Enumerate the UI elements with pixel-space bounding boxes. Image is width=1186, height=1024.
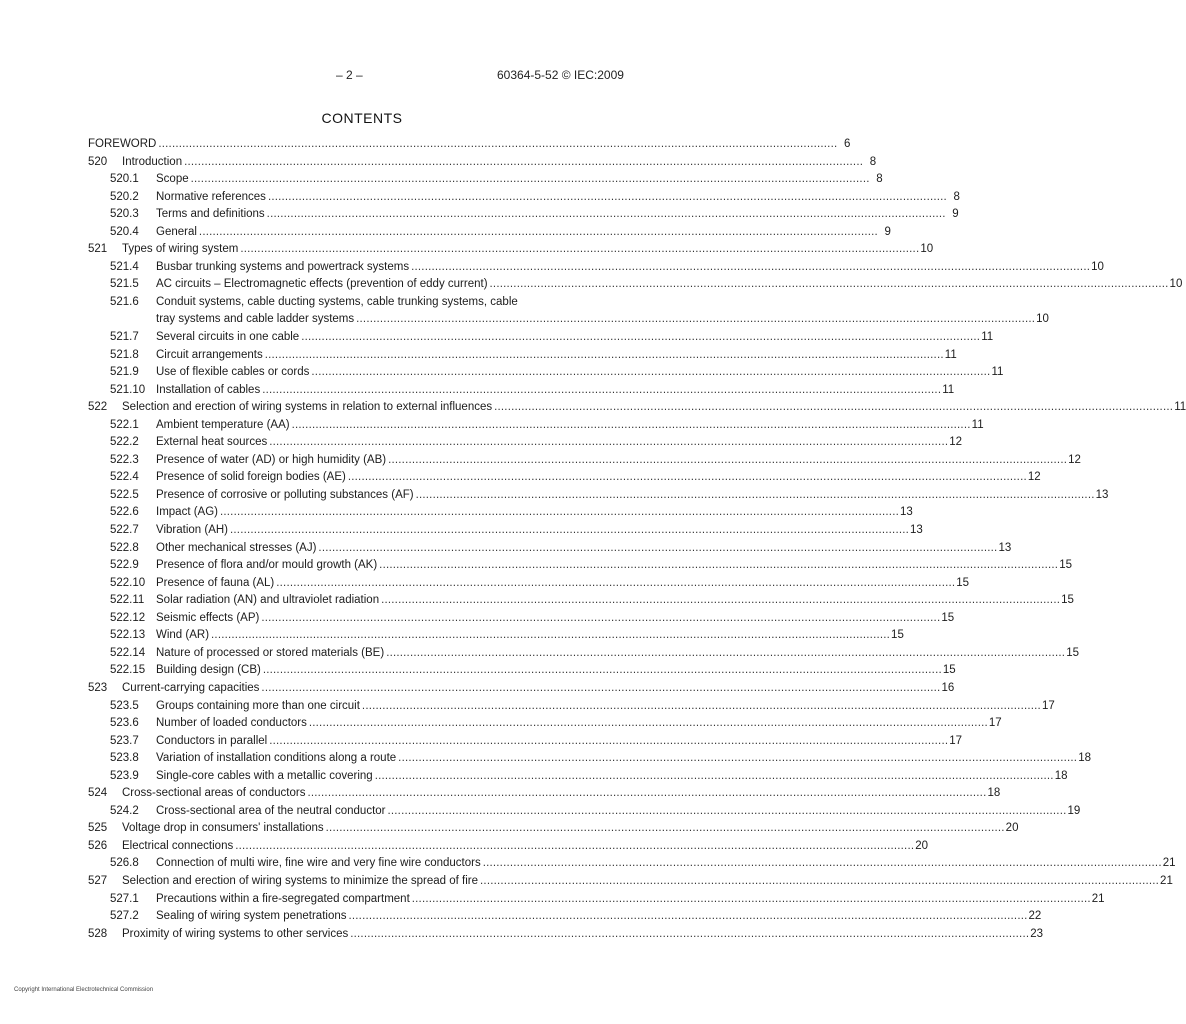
toc-entry-page: 22 [1028,910,1042,923]
toc-entry-number: 522.14 [110,646,146,659]
toc-entry[interactable] [88,610,955,628]
toc-entry-page: 13 [998,541,1012,554]
toc-entry-number: 525 [88,822,108,835]
toc-entry-title: Terms and definitions [156,208,265,221]
toc-entry-title: Selection and erection of wiring systems in relation to external influences [122,401,493,414]
toc-entry-page: 11 [942,383,955,396]
toc-entry[interactable] [88,785,1001,803]
toc-entry-title: Nature of processed or stored materials (BE) [156,646,385,659]
toc-entry[interactable] [88,259,1104,277]
toc-entry-title: Seismic effects (AP) [156,611,260,624]
toc-entry-page: 12 [949,436,963,449]
toc-entry-page: 17 [949,734,963,747]
toc-entry-number: 527.1 [110,892,139,905]
toc-leader-dots [301,329,980,347]
toc-entry[interactable] [88,698,1055,716]
toc-leader-dots [398,750,1077,768]
toc-entry-page: 21 [1160,874,1173,887]
toc-entry-title: Conduit systems, cable ducting systems, cable trunking systems, cable [156,295,518,308]
toc-entry[interactable] [88,136,851,154]
toc-entry-page: 10 [1169,278,1183,291]
toc-entry-page: 10 [1036,313,1049,326]
toc-entry-number: 527 [88,874,108,887]
toc-entry[interactable] [88,838,929,856]
toc-entry[interactable] [88,715,1002,733]
toc-entry-title: Proximity of wiring systems to other services [122,927,349,940]
toc-entry-title: Current-carrying capacities [122,681,260,694]
toc-entry[interactable] [88,399,1186,417]
toc-entry-page: 15 [942,664,956,677]
toc-leader-dots [269,733,948,751]
toc-entry[interactable] [88,154,877,172]
toc-entry[interactable] [88,820,1019,838]
toc-entry-title: Groups containing more than one circuit [156,699,360,712]
toc-entry-title: Impact (AG) [156,506,218,519]
toc-entry[interactable] [88,575,970,593]
toc-entry-page: 21 [1162,857,1176,870]
toc-entry[interactable] [88,189,960,207]
toc-leader-dots [268,189,947,207]
toc-entry-number: 524 [88,787,108,800]
toc-entry-page: 10 [1091,260,1104,273]
toc-entry-title: Circuit arrangements [156,348,263,361]
toc-entry[interactable] [88,417,984,435]
toc-entry-number: 522.11 [110,594,145,607]
toc-leader-dots [240,241,919,259]
toc-leader-dots [235,838,914,856]
toc-leader-dots [261,680,940,698]
toc-entry-page: 11 [981,331,994,344]
toc-entry-title: Solar radiation (AN) and ultraviolet radiation [156,594,380,607]
toc-entry[interactable] [88,768,1068,786]
toc-entry-title: Presence of solid foreign bodies (AE) [156,471,346,484]
toc-entry-number: 522.1 [110,418,139,431]
toc-entry[interactable] [88,645,1079,663]
toc-entry-page: 18 [1054,769,1068,782]
toc-entry-number: 522.7 [110,524,139,537]
toc-entry-number: 522.6 [110,506,139,519]
toc-entry[interactable] [88,452,1081,470]
toc-entry[interactable] [88,206,959,224]
toc-entry[interactable] [88,364,1004,382]
toc-entry-number: 522.8 [110,541,139,554]
toc-entry-page: 12 [1068,453,1081,466]
toc-entry-title: Busbar trunking systems and powertrack systems [156,260,410,273]
toc-entry-page: 11 [971,418,984,431]
toc-leader-dots [276,575,955,593]
toc-entry[interactable] [88,329,994,347]
toc-entry-page: 23 [1030,927,1044,940]
toc-entry-title: AC circuits – Electromagnetic effects (prevention of eddy current) [156,278,488,291]
toc-entry-page: 15 [941,611,955,624]
toc-entry-number: 521.6 [110,295,139,308]
toc-leader-dots [269,434,948,452]
toc-entry-number: 522.9 [110,559,139,572]
toc-leader-dots [267,206,946,224]
toc-entry-number: 521.10 [110,383,146,396]
toc-entry-page: 16 [941,681,955,694]
toc-entry-page: 15 [1066,646,1079,659]
toc-leader-dots [191,171,870,189]
toc-leader-dots [211,627,890,645]
toc-leader-dots [184,154,863,172]
toc-entry[interactable] [88,592,1074,610]
toc-entry-number: 522.3 [110,453,139,466]
toc-entry-title: Building design (CB) [156,664,261,677]
toc-entry[interactable] [88,382,955,400]
toc-leader-dots [388,452,1067,470]
toc-entry-page: 18 [987,787,1001,800]
toc-entry-page: 15 [1061,594,1074,607]
toc-leader-dots [350,926,1029,944]
toc-leader-dots [362,698,1041,716]
toc-entry-number: 521.5 [110,278,139,291]
toc-entry[interactable] [88,347,957,365]
toc-entry-title: Presence of corrosive or polluting substances (AF) [156,488,414,501]
toc-entry-page: 17 [988,717,1002,730]
toc-entry-number: 521.7 [110,331,139,344]
toc-entry[interactable] [88,434,963,452]
toc-entry[interactable] [88,469,1041,487]
toc-entry-page: 15 [956,576,970,589]
toc-entry-title: Installation of cables [156,383,261,396]
toc-entry-page: 15 [891,629,904,642]
toc-entry-number: 520.4 [110,225,139,238]
toc-entry-number: 521 [88,243,108,256]
toc-leader-dots [483,855,1162,873]
toc-entry[interactable] [88,891,1105,909]
contents-title: CONTENTS [321,110,403,126]
toc-entry-page: 8 [953,190,960,203]
toc-entry-page: 17 [1041,699,1055,712]
toc-entry-number: 528 [88,927,108,940]
toc-leader-dots [311,364,990,382]
toc-entry[interactable] [88,855,1176,873]
toc-entry[interactable] [88,803,1081,821]
toc-entry-page: 15 [1059,559,1072,572]
toc-entry-title: Sealing of wiring system penetrations [156,910,347,923]
toc-entry-title: Single-core cables with a metallic covering [156,769,373,782]
toc-leader-dots [387,803,1066,821]
toc-entry-number: 522.4 [110,471,139,484]
toc-entry-page: 20 [1005,822,1019,835]
toc-entry[interactable] [88,926,1044,944]
toc-entry-page: 11 [944,348,957,361]
toc-leader-dots [490,276,1169,294]
toc-entry[interactable] [88,680,955,698]
toc-entry-number: 521.9 [110,366,139,379]
toc-entry-page: 19 [1067,804,1081,817]
toc-entry[interactable] [88,540,1012,558]
toc-leader-dots [262,382,941,400]
toc-entry-title: Types of wiring system [122,243,239,256]
toc-entry-number: 522.10 [110,576,146,589]
toc-entry-title: Precautions within a fire-segregated compartment [156,892,410,905]
toc-entry-page: 6 [843,138,851,150]
toc-entry-title: Several circuits in one cable [156,331,300,344]
toc-entry-number: 523 [88,681,108,694]
toc-leader-dots [307,785,986,803]
toc-entry-number: 523.5 [110,699,139,712]
toc-entry-page: 13 [1095,488,1109,501]
toc-entry-page: 9 [884,225,891,238]
toc-entry-page: 8 [869,155,877,168]
toc-leader-dots [309,715,988,733]
toc-entry[interactable] [88,627,904,645]
toc-entry-title: Presence of water (AD) or high humidity (AB) [156,453,387,466]
toc-entry-page: 12 [1027,471,1041,484]
toc-entry-title-continued: tray systems and cable ladder systems [156,313,355,326]
toc-entry-number: 523.9 [110,769,139,782]
toc-entry-page: 8 [876,173,883,186]
toc-entry-number: 523.6 [110,717,139,730]
toc-leader-dots [379,557,1058,575]
toc-leader-dots [416,487,1095,505]
toc-entry-page: 13 [910,524,923,537]
toc-entry-title: Other mechanical stresses (AJ) [156,541,317,554]
toc-leader-dots [230,522,909,540]
toc-entry-number: 522.2 [110,436,139,449]
toc-entry-page: 21 [1091,892,1105,905]
toc-entry-number: 520.3 [110,208,139,221]
toc-leader-dots [375,768,1054,786]
toc-entry[interactable] [88,522,923,540]
toc-leader-dots [494,399,1173,417]
toc-entry-title: External heat sources [156,436,268,449]
toc-entry-number: 520.1 [110,173,139,186]
toc-entry-title: Conductors in parallel [156,734,268,747]
toc-entry-number: 526 [88,839,108,852]
toc-entry-number: 522.5 [110,488,139,501]
toc-leader-dots [265,347,944,365]
toc-entry-page: 18 [1078,752,1091,765]
toc-entry[interactable] [88,276,1183,294]
toc-entry-title: Introduction [122,155,183,168]
toc-entry-number: 526.8 [110,857,139,870]
toc-entry-page: 9 [952,208,959,221]
toc-entry-title: Connection of multi wire, fine wire and very fine wire conductors [156,857,481,870]
toc-entry-title: Wind (AR) [156,629,210,642]
toc-entry-number: 520 [88,155,108,168]
toc-entry-title: Variation of installation conditions along a route [156,752,397,765]
toc-entry-title: Cross-sectional area of the neutral conductor [156,804,386,817]
toc-entry-page: 11 [991,366,1004,379]
toc-entry[interactable] [88,873,1173,891]
toc-entry-number: 521.4 [110,260,139,273]
toc-entry-number: 522 [88,401,108,414]
toc-entry[interactable] [88,750,1091,768]
toc-leader-dots [349,908,1028,926]
toc-entry-page: 11 [1174,401,1186,414]
toc-entry-title: Scope [156,173,189,186]
toc-leader-dots [386,645,1065,663]
toc-entry-title: Number of loaded conductors [156,717,307,730]
toc-entry-number: 521.8 [110,348,139,361]
toc-leader-dots [220,504,899,522]
toc-entry-number: 523.7 [110,734,139,747]
toc-entry-page: 10 [920,243,934,256]
toc-entry-title: General [156,225,197,238]
toc-entry-title: FOREWORD [88,138,157,150]
toc-entry-title: Vibration (AH) [156,524,229,537]
toc-entry-title: Presence of flora and/or mould growth (AK) [156,559,378,572]
toc-entry[interactable] [88,487,1109,505]
toc-entry-title: Normative references [156,190,266,203]
toc-leader-dots [381,592,1060,610]
toc-entry-number: 523.8 [110,752,139,765]
toc-leader-dots [356,311,1035,329]
toc-entry[interactable] [88,504,913,522]
toc-entry[interactable] [88,171,883,189]
toc-entry[interactable] [88,224,891,242]
toc-entry[interactable] [88,733,963,751]
toc-leader-dots [261,610,940,628]
toc-entry-number: 527.2 [110,910,139,923]
toc-entry-page: 20 [915,839,929,852]
toc-entry-number: 520.2 [110,190,139,203]
toc-leader-dots [318,540,997,558]
toc-entry[interactable] [88,241,934,259]
toc-entry-title: Use of flexible cables or cords [156,366,310,379]
toc-entry-title: Voltage drop in consumers' installations [122,822,324,835]
copyright-notice: Copyright International Electrotechnical Commission [14,987,154,993]
toc-entry[interactable] [88,908,1042,926]
standard-reference: 60364-5-52 © IEC:2009 [497,68,624,82]
toc-entry-number: 522.12 [110,611,146,624]
table-of-contents [88,136,1186,943]
toc-leader-dots [199,224,878,242]
toc-leader-dots [412,891,1091,909]
toc-entry-title: Cross-sectional areas of conductors [122,787,306,800]
toc-leader-dots [158,136,837,154]
toc-entry-number: 522.15 [110,664,146,677]
toc-entry[interactable] [88,557,1072,575]
toc-leader-dots [348,469,1027,487]
toc-entry[interactable] [88,662,956,680]
toc-entry-title: Electrical connections [122,839,234,852]
toc-entry-number: 522.13 [110,629,146,642]
toc-leader-dots [480,873,1159,891]
toc-entry-page: 13 [900,506,913,519]
toc-leader-dots [411,259,1090,277]
toc-entry-title: Selection and erection of wiring systems to minimize the spread of fire [122,874,479,887]
toc-leader-dots [326,820,1005,838]
toc-leader-dots [263,662,942,680]
toc-entry-title: Ambient temperature (AA) [156,418,290,431]
toc-entry-title: Presence of fauna (AL) [156,576,275,589]
page-number: – 2 – [336,68,363,82]
toc-entry[interactable] [88,294,1049,329]
toc-entry-number: 524.2 [110,804,139,817]
toc-leader-dots [292,417,971,435]
